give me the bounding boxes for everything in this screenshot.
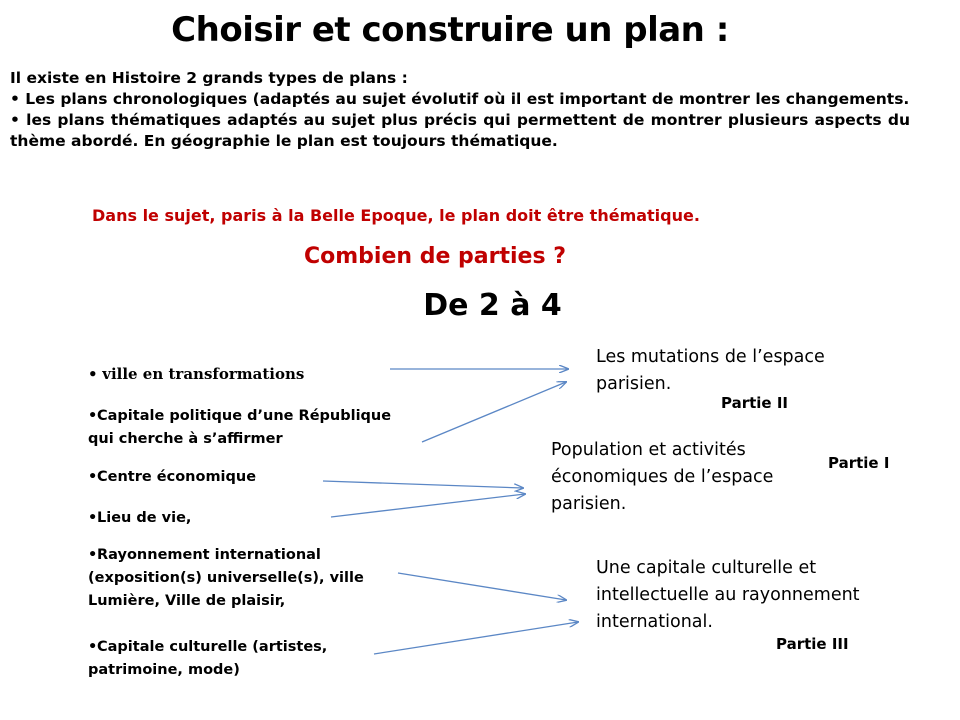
bullet-icon: •: [88, 510, 98, 526]
section-population: Population et activités économiques de l’espace parisien.: [551, 440, 774, 514]
arrow-economique-to-population: [323, 481, 523, 488]
section-culture: Une capitale culturelle et intellectuelle au rayonnement international.: [596, 558, 860, 632]
part-label: Partie III: [776, 635, 849, 653]
bullet-icon: •: [88, 469, 98, 485]
subject-sentence: Dans le sujet, paris à la Belle Epoque, le plan doit être thématique.: [92, 206, 700, 225]
list-item-text: Rayonnement international (exposition(s) universelle(s), ville Lumière, Ville de plaisir,: [88, 547, 364, 609]
bullet-icon: •: [88, 365, 98, 383]
arrow-culturelle-to-culture: [374, 622, 578, 654]
list-item-text: Lieu de vie,: [97, 510, 192, 526]
intro-line: Il existe en Histoire 2 grands types de plans :: [10, 69, 408, 87]
list-item-text: Centre économique: [97, 469, 257, 485]
bullet-icon: •: [88, 547, 98, 563]
intro-bullet-thematic: • les plans thématiques adaptés au sujet plus précis qui permettent de montrer plusieurs aspects du thème abordé. En géographie le plan est toujours thématique.: [10, 111, 910, 150]
part-label: Partie I: [828, 454, 890, 472]
bullet-icon: •: [88, 639, 98, 655]
arrow-rayonnement-to-culture: [398, 573, 566, 600]
list-item-text: Capitale politique d’une République qui cherche à s’affirmer: [88, 408, 392, 447]
intro-bullet-chronological: • Les plans chronologiques (adaptés au sujet évolutif où il est important de montrer les changements.: [10, 90, 910, 108]
question-heading: Combien de parties ?: [304, 244, 566, 269]
answer-heading: De 2 à 4: [423, 288, 562, 323]
list-item-text: ville en transformations: [102, 365, 305, 383]
page-title: Choisir et construire un plan :: [171, 10, 729, 50]
part-label: Partie II: [721, 394, 788, 412]
section-mutations: Les mutations de l’espace parisien.: [596, 347, 825, 394]
arrow-capitale-to-mutations: [422, 382, 566, 442]
arrow-lieu-to-population: [331, 494, 525, 517]
bullet-icon: •: [88, 408, 98, 424]
list-item-text: Capitale culturelle (artistes, patrimoine, mode): [88, 639, 328, 678]
